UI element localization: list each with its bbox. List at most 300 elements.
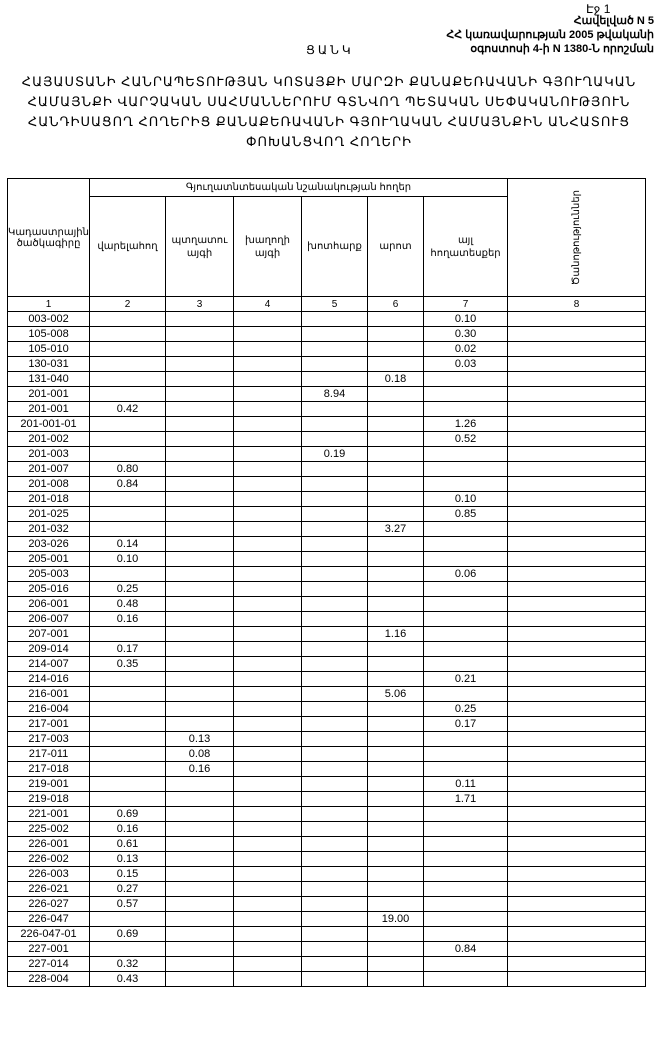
area-cell xyxy=(508,402,646,417)
area-cell xyxy=(234,642,302,657)
area-cell xyxy=(302,357,368,372)
area-cell xyxy=(234,717,302,732)
area-cell: 0.30 xyxy=(424,327,508,342)
area-cell: 0.48 xyxy=(90,597,166,612)
area-cell xyxy=(166,447,234,462)
area-cell xyxy=(424,927,508,942)
area-cell xyxy=(508,822,646,837)
area-cell xyxy=(166,912,234,927)
area-cell xyxy=(368,537,424,552)
area-cell xyxy=(302,717,368,732)
area-cell xyxy=(166,552,234,567)
area-cell xyxy=(166,807,234,822)
area-cell xyxy=(424,852,508,867)
area-cell xyxy=(166,417,234,432)
table-row xyxy=(8,327,646,342)
area-cell xyxy=(368,822,424,837)
area-cell xyxy=(166,927,234,942)
area-cell xyxy=(508,717,646,732)
area-cell xyxy=(166,822,234,837)
area-cell xyxy=(234,537,302,552)
area-cell xyxy=(508,942,646,957)
cadastral-code-cell: 201-001-01 xyxy=(8,417,90,432)
area-cell xyxy=(508,327,646,342)
area-cell: 0.52 xyxy=(424,432,508,447)
area-cell: 0.61 xyxy=(90,837,166,852)
area-cell xyxy=(302,417,368,432)
area-cell xyxy=(234,387,302,402)
area-cell xyxy=(234,312,302,327)
area-cell xyxy=(424,582,508,597)
cadastral-code-cell: 217-018 xyxy=(8,762,90,777)
cadastral-code-cell: 131-040 xyxy=(8,372,90,387)
area-cell xyxy=(424,402,508,417)
area-cell xyxy=(90,417,166,432)
area-cell xyxy=(508,597,646,612)
area-cell xyxy=(368,552,424,567)
table-row xyxy=(8,672,646,687)
area-cell: 0.10 xyxy=(424,312,508,327)
header-notes xyxy=(508,179,646,297)
heading-line-2: ՀԱՄԱՅՆՔԻ ՎԱՐՉԱԿԱՆ ՍԱՀՄԱՆՆԵՐՈՒՄ ԳՏՆՎՈՂ ՊԵՏԱԿԱՆ ՍԵՓԱԿԱՆՈՒԹՅՈՒՆ xyxy=(27,94,631,109)
area-cell: 19.00 xyxy=(368,912,424,927)
area-cell xyxy=(234,627,302,642)
area-cell: 1.16 xyxy=(368,627,424,642)
cadastral-code-cell: 201-032 xyxy=(8,522,90,537)
area-cell xyxy=(166,612,234,627)
area-cell xyxy=(424,897,508,912)
area-cell: 0.16 xyxy=(90,822,166,837)
table-row xyxy=(8,627,646,642)
table-row xyxy=(8,372,646,387)
area-cell xyxy=(90,522,166,537)
area-cell xyxy=(368,717,424,732)
table-row xyxy=(8,762,646,777)
area-cell xyxy=(424,372,508,387)
area-cell xyxy=(424,822,508,837)
land-table xyxy=(7,178,646,987)
area-cell xyxy=(508,552,646,567)
cadastral-code-cell: 226-027 xyxy=(8,897,90,912)
area-cell xyxy=(368,357,424,372)
header-orchard: պտղատու այգի xyxy=(166,197,234,297)
area-cell xyxy=(368,447,424,462)
page-number: Էջ 1 xyxy=(586,2,611,16)
area-cell xyxy=(166,597,234,612)
area-cell: 1.71 xyxy=(424,792,508,807)
area-cell: 0.17 xyxy=(90,642,166,657)
area-cell xyxy=(368,732,424,747)
cadastral-code-cell: 209-014 xyxy=(8,642,90,657)
area-cell xyxy=(302,702,368,717)
area-cell xyxy=(234,357,302,372)
header-arable: վարելահող xyxy=(90,197,166,297)
area-cell xyxy=(234,837,302,852)
area-cell xyxy=(508,567,646,582)
area-cell xyxy=(508,447,646,462)
column-number: 8 xyxy=(508,297,646,312)
area-cell xyxy=(424,957,508,972)
column-number: 5 xyxy=(302,297,368,312)
area-cell xyxy=(234,432,302,447)
area-cell: 0.25 xyxy=(424,702,508,717)
cadastral-code-cell: 226-001 xyxy=(8,837,90,852)
area-cell xyxy=(508,837,646,852)
area-cell xyxy=(166,642,234,657)
table-row xyxy=(8,807,646,822)
cadastral-code-cell: 226-047-01 xyxy=(8,927,90,942)
header-other-lands: այլ հողատեսքեր xyxy=(424,197,508,297)
heading-line-3: ՀԱՆԴԻՍԱՑՈՂ ՀՈՂԵՐԻՑ ՔԱՆԱՔԵՌԱՎԱՆԻ ԳՅՈՒՂԱԿԱՆ ՀԱՄԱՅՆՔԻՆ ԱՆՀԱՏՈՒՑ xyxy=(27,114,631,129)
cadastral-code-cell: 221-001 xyxy=(8,807,90,822)
area-cell xyxy=(302,567,368,582)
area-cell xyxy=(508,372,646,387)
area-cell: 0.11 xyxy=(424,777,508,792)
cadastral-code-cell: 217-001 xyxy=(8,717,90,732)
area-cell xyxy=(166,837,234,852)
area-cell xyxy=(234,732,302,747)
area-cell xyxy=(302,777,368,792)
table-row xyxy=(8,972,646,987)
cadastral-code-cell: 207-001 xyxy=(8,627,90,642)
area-cell xyxy=(302,537,368,552)
area-cell: 0.43 xyxy=(90,972,166,987)
area-cell xyxy=(166,777,234,792)
area-cell xyxy=(90,387,166,402)
area-cell xyxy=(508,777,646,792)
area-cell xyxy=(90,627,166,642)
table-row xyxy=(8,537,646,552)
table-row xyxy=(8,582,646,597)
area-cell xyxy=(508,387,646,402)
annex-line-1: Հավելված N 5 xyxy=(573,15,654,27)
area-cell: 0.06 xyxy=(424,567,508,582)
area-cell xyxy=(302,732,368,747)
table-row xyxy=(8,507,646,522)
area-cell xyxy=(508,897,646,912)
area-cell xyxy=(508,867,646,882)
area-cell xyxy=(234,372,302,387)
area-cell xyxy=(508,702,646,717)
area-cell xyxy=(368,957,424,972)
area-cell xyxy=(234,462,302,477)
area-cell: 0.80 xyxy=(90,462,166,477)
area-cell xyxy=(234,567,302,582)
area-cell xyxy=(90,567,166,582)
area-cell xyxy=(368,852,424,867)
area-cell xyxy=(90,762,166,777)
area-cell: 0.13 xyxy=(166,732,234,747)
cadastral-code-cell: 105-008 xyxy=(8,327,90,342)
area-cell xyxy=(368,312,424,327)
area-cell xyxy=(508,417,646,432)
area-cell xyxy=(508,657,646,672)
area-cell xyxy=(302,867,368,882)
area-cell xyxy=(166,312,234,327)
header-cadastral-code: Կադաստրային ծածկագիրը xyxy=(8,179,90,297)
table-row xyxy=(8,957,646,972)
area-cell xyxy=(166,582,234,597)
area-cell xyxy=(368,387,424,402)
area-cell xyxy=(234,882,302,897)
area-cell xyxy=(508,627,646,642)
area-cell xyxy=(368,897,424,912)
heading-line-4: ՓՈԽԱՆՑՎՈՂ ՀՈՂԵՐԻ xyxy=(246,134,412,149)
column-number: 1 xyxy=(8,297,90,312)
area-cell xyxy=(368,972,424,987)
cadastral-code-cell: 226-003 xyxy=(8,867,90,882)
area-cell xyxy=(508,507,646,522)
area-cell xyxy=(424,552,508,567)
area-cell xyxy=(508,957,646,972)
area-cell xyxy=(508,537,646,552)
area-cell xyxy=(508,357,646,372)
area-cell xyxy=(90,777,166,792)
table-row xyxy=(8,552,646,567)
area-cell xyxy=(302,462,368,477)
table-row xyxy=(8,357,646,372)
header-agricultural-group: Գյուղատնտեսական նշանակության հողեր xyxy=(90,179,508,197)
area-cell xyxy=(234,687,302,702)
area-cell xyxy=(234,672,302,687)
area-cell xyxy=(302,552,368,567)
area-cell xyxy=(302,897,368,912)
cadastral-code-cell: 226-021 xyxy=(8,882,90,897)
area-cell xyxy=(234,762,302,777)
area-cell xyxy=(302,372,368,387)
cadastral-code-cell: 216-001 xyxy=(8,687,90,702)
cadastral-code-cell: 205-003 xyxy=(8,567,90,582)
annex-line-3: օգոստոսի 4-ի N 1380-Ն որոշման xyxy=(470,43,654,55)
area-cell xyxy=(166,672,234,687)
area-cell xyxy=(166,852,234,867)
area-cell: 3.27 xyxy=(368,522,424,537)
area-cell: 0.84 xyxy=(90,477,166,492)
area-cell xyxy=(508,972,646,987)
area-cell xyxy=(234,747,302,762)
area-cell: 0.08 xyxy=(166,747,234,762)
table-row xyxy=(8,522,646,537)
area-cell: 1.26 xyxy=(424,417,508,432)
area-cell xyxy=(424,867,508,882)
area-cell xyxy=(302,312,368,327)
table-row xyxy=(8,897,646,912)
area-cell xyxy=(302,807,368,822)
area-cell: 0.85 xyxy=(424,507,508,522)
area-cell xyxy=(302,477,368,492)
area-cell xyxy=(90,792,166,807)
table-row xyxy=(8,642,646,657)
area-cell: 0.15 xyxy=(90,867,166,882)
area-cell: 0.27 xyxy=(90,882,166,897)
area-cell xyxy=(90,432,166,447)
area-cell: 0.21 xyxy=(424,672,508,687)
area-cell xyxy=(234,507,302,522)
area-cell xyxy=(90,492,166,507)
table-row xyxy=(8,312,646,327)
cadastral-code-cell: 003-002 xyxy=(8,312,90,327)
cadastral-code-cell: 228-004 xyxy=(8,972,90,987)
area-cell xyxy=(424,837,508,852)
column-number: 3 xyxy=(166,297,234,312)
area-cell xyxy=(234,447,302,462)
area-cell xyxy=(166,792,234,807)
area-cell xyxy=(302,792,368,807)
area-cell xyxy=(368,747,424,762)
area-cell: 0.42 xyxy=(90,402,166,417)
area-cell xyxy=(302,612,368,627)
area-cell xyxy=(234,972,302,987)
area-cell xyxy=(166,477,234,492)
area-cell xyxy=(368,657,424,672)
list-label: ՑԱՆԿ xyxy=(306,43,354,57)
area-cell xyxy=(166,867,234,882)
area-cell xyxy=(368,327,424,342)
area-cell xyxy=(166,372,234,387)
area-cell xyxy=(508,477,646,492)
area-cell xyxy=(166,882,234,897)
area-cell: 0.19 xyxy=(302,447,368,462)
area-cell xyxy=(166,627,234,642)
area-cell: 0.35 xyxy=(90,657,166,672)
area-cell xyxy=(302,582,368,597)
table-row xyxy=(8,492,646,507)
area-cell xyxy=(166,687,234,702)
area-cell xyxy=(234,957,302,972)
area-cell xyxy=(90,312,166,327)
area-cell xyxy=(424,522,508,537)
cadastral-code-cell: 201-002 xyxy=(8,432,90,447)
area-cell xyxy=(302,342,368,357)
area-cell xyxy=(90,732,166,747)
cadastral-code-cell: 216-004 xyxy=(8,702,90,717)
area-cell xyxy=(234,942,302,957)
cadastral-code-cell: 201-018 xyxy=(8,492,90,507)
area-cell xyxy=(166,357,234,372)
cadastral-code-cell: 201-008 xyxy=(8,477,90,492)
header-hayfield: խոտհարք xyxy=(302,197,368,297)
area-cell xyxy=(368,597,424,612)
area-cell xyxy=(368,477,424,492)
area-cell xyxy=(302,327,368,342)
area-cell xyxy=(302,432,368,447)
table-row xyxy=(8,702,646,717)
cadastral-code-cell: 225-002 xyxy=(8,822,90,837)
area-cell xyxy=(368,402,424,417)
area-cell xyxy=(90,942,166,957)
area-cell xyxy=(166,387,234,402)
area-cell xyxy=(424,912,508,927)
table-row xyxy=(8,837,646,852)
area-cell xyxy=(368,867,424,882)
area-cell: 0.16 xyxy=(90,612,166,627)
area-cell: 0.57 xyxy=(90,897,166,912)
area-cell xyxy=(424,597,508,612)
cadastral-code-cell: 226-002 xyxy=(8,852,90,867)
area-cell xyxy=(234,582,302,597)
area-cell xyxy=(90,687,166,702)
area-cell xyxy=(368,642,424,657)
table-row xyxy=(8,822,646,837)
cadastral-code-cell: 206-007 xyxy=(8,612,90,627)
area-cell xyxy=(166,507,234,522)
area-cell xyxy=(508,807,646,822)
area-cell xyxy=(508,732,646,747)
area-cell xyxy=(302,492,368,507)
area-cell xyxy=(234,657,302,672)
area-cell xyxy=(368,492,424,507)
area-cell xyxy=(90,342,166,357)
table-row xyxy=(8,477,646,492)
area-cell xyxy=(508,747,646,762)
area-cell xyxy=(234,807,302,822)
column-number: 2 xyxy=(90,297,166,312)
table-row xyxy=(8,882,646,897)
area-cell xyxy=(424,447,508,462)
area-cell xyxy=(424,972,508,987)
area-cell xyxy=(302,822,368,837)
area-cell xyxy=(302,942,368,957)
table-row xyxy=(8,927,646,942)
table-row xyxy=(8,852,646,867)
area-cell xyxy=(508,927,646,942)
column-number: 4 xyxy=(234,297,302,312)
area-cell xyxy=(166,402,234,417)
table-row xyxy=(8,612,646,627)
area-cell xyxy=(424,732,508,747)
area-cell: 0.10 xyxy=(424,492,508,507)
area-cell xyxy=(368,807,424,822)
table-row xyxy=(8,912,646,927)
table-row xyxy=(8,942,646,957)
area-cell xyxy=(90,507,166,522)
table-row xyxy=(8,417,646,432)
area-cell xyxy=(508,912,646,927)
area-cell xyxy=(166,522,234,537)
cadastral-code-cell: 214-016 xyxy=(8,672,90,687)
area-cell xyxy=(368,942,424,957)
cadastral-code-cell: 217-003 xyxy=(8,732,90,747)
area-cell xyxy=(424,747,508,762)
area-cell: 0.03 xyxy=(424,357,508,372)
area-cell xyxy=(166,702,234,717)
cadastral-code-cell: 206-001 xyxy=(8,597,90,612)
area-cell xyxy=(424,462,508,477)
area-cell xyxy=(508,582,646,597)
area-cell xyxy=(424,882,508,897)
area-cell xyxy=(234,597,302,612)
table-row xyxy=(8,747,646,762)
column-number-row xyxy=(8,297,646,312)
area-cell xyxy=(302,687,368,702)
area-cell xyxy=(302,762,368,777)
area-cell xyxy=(424,477,508,492)
area-cell xyxy=(368,432,424,447)
area-cell xyxy=(166,432,234,447)
cadastral-code-cell: 201-001 xyxy=(8,387,90,402)
area-cell xyxy=(368,462,424,477)
area-cell xyxy=(508,642,646,657)
area-cell xyxy=(166,897,234,912)
area-cell: 0.18 xyxy=(368,372,424,387)
area-cell xyxy=(508,312,646,327)
area-cell xyxy=(302,882,368,897)
area-cell: 0.14 xyxy=(90,537,166,552)
area-cell xyxy=(424,612,508,627)
area-cell xyxy=(302,402,368,417)
area-cell xyxy=(234,477,302,492)
area-cell xyxy=(302,657,368,672)
